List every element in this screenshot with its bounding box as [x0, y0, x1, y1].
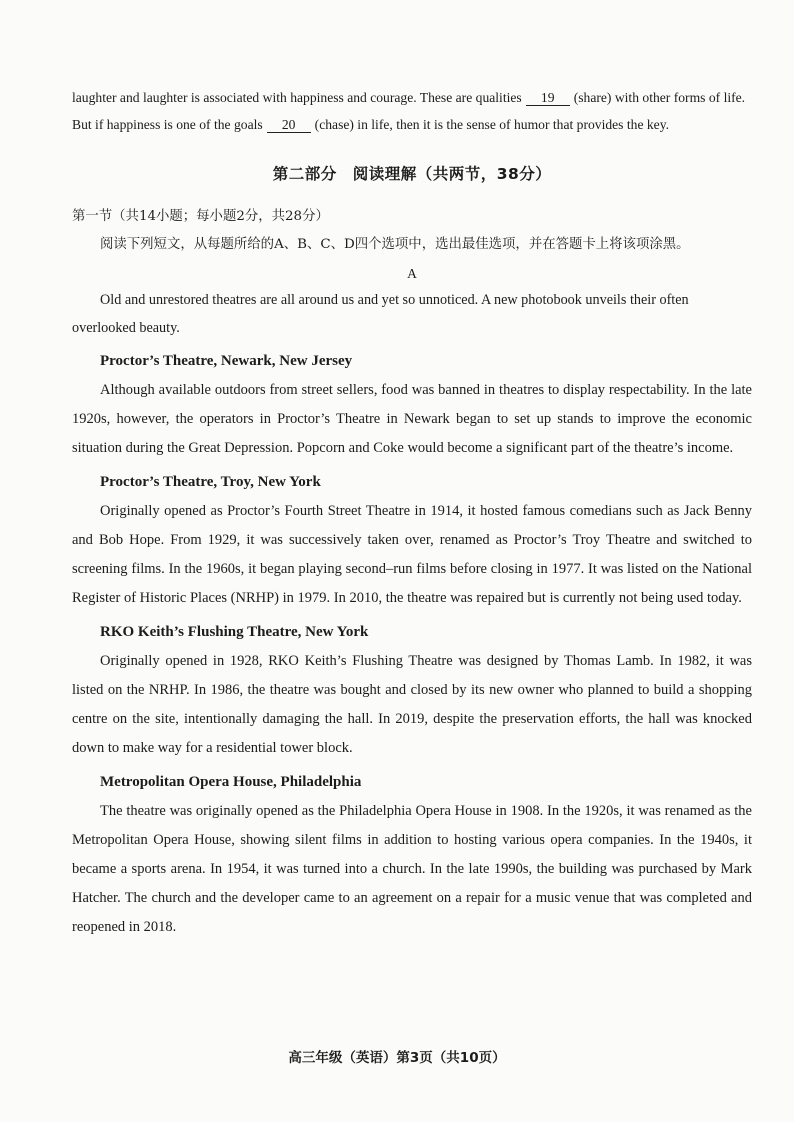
instruction-text: 阅读下列短文，从每题所给的A、B、C、D四个选项中，选出最佳选项，并在答题卡上将该项涂黑。	[100, 237, 690, 252]
page-footer: 高三年级（英语）第3页（共10页）	[288, 1050, 506, 1066]
theatre-paragraph: The theatre was originally opened as the Philadelphia Opera House in 1908. In the 1920s, it was renamed as the Metropolitan Opera House, showing silent films in addition to hosting various opera companies. In the 1940s, it became a sports arena. In 1954, it was turned into a church. In the late 1990s, the building was purchased by Mark Hatcher. The church and the developer came to an agreement on a repair for a music venue that was completed and reopened in 2018.	[72, 803, 752, 935]
blank-20: 20	[267, 118, 311, 133]
theatre-paragraph: Although available outdoors from street sellers, food was banned in theatres to display respectability. In the late 1920s, however, the operators in Proctor’s Theatre in Newark began to set up stands to improve the economic situation during the Great Depression. Popcorn and Coke would become a significant part of the theatre’s income.	[72, 382, 752, 456]
theatre-section	[72, 467, 752, 613]
section-title: 第二部分 阅读理解（共两节，38分）	[272, 165, 552, 183]
theatre-heading: Proctor’s Theatre, Newark, New Jersey	[100, 353, 353, 369]
passage-intro: Old and unrestored theatres are all around us and yet so unnoticed. A new photobook unveils their often overlooked beauty.	[72, 292, 689, 336]
theatre-heading: Metropolitan Opera House, Philadelphia	[100, 774, 362, 790]
subsection-title: 第一节（共14小题；每小题2分，共28分）	[72, 209, 329, 224]
theatre-section	[72, 767, 752, 942]
cloze-paragraph	[72, 84, 752, 138]
theatre-paragraph: Originally opened in 1928, RKO Keith’s Flushing Theatre was designed by Thomas Lamb. In 1982, it was listed on the NRHP. In 1986, the theatre was bought and closed by its new owner who planned to build a shopping centre on the site, intentionally damaging the hall. In 2019, despite the preservation efforts, the hall was knocked down to make way for a residential tower block.	[72, 653, 752, 756]
cloze-text-3: (chase) in life, then it is the sense of humor that provides the key.	[314, 117, 670, 132]
theatre-section	[72, 346, 752, 463]
theatre-section	[72, 617, 752, 763]
passage-letter: A	[407, 266, 417, 281]
cloze-text-1: laughter and laughter is associated with happiness and courage. These are qualities	[72, 90, 522, 105]
theatre-paragraph: Originally opened as Proctor’s Fourth Street Theatre in 1914, it hosted famous comedians such as Jack Benny and Bob Hope. From 1929, it was successively taken over, renamed as Proctor’s Troy Theatre and switched to screening films. In the 1960s, it began playing second–run films before closing in 1977. It was listed on the National Register of Historic Places (NRHP) in 1979. In 2010, the theatre was repaired but is currently not being used today.	[72, 503, 752, 606]
theatre-heading: Proctor’s Theatre, Troy, New York	[100, 474, 321, 490]
exam-page	[72, 84, 752, 942]
cloze-text-2: (share) with other forms of life. But if happiness is one of the goals	[72, 90, 746, 132]
blank-19: 19	[526, 91, 570, 106]
theatre-heading: RKO Keith’s Flushing Theatre, New York	[100, 624, 369, 640]
